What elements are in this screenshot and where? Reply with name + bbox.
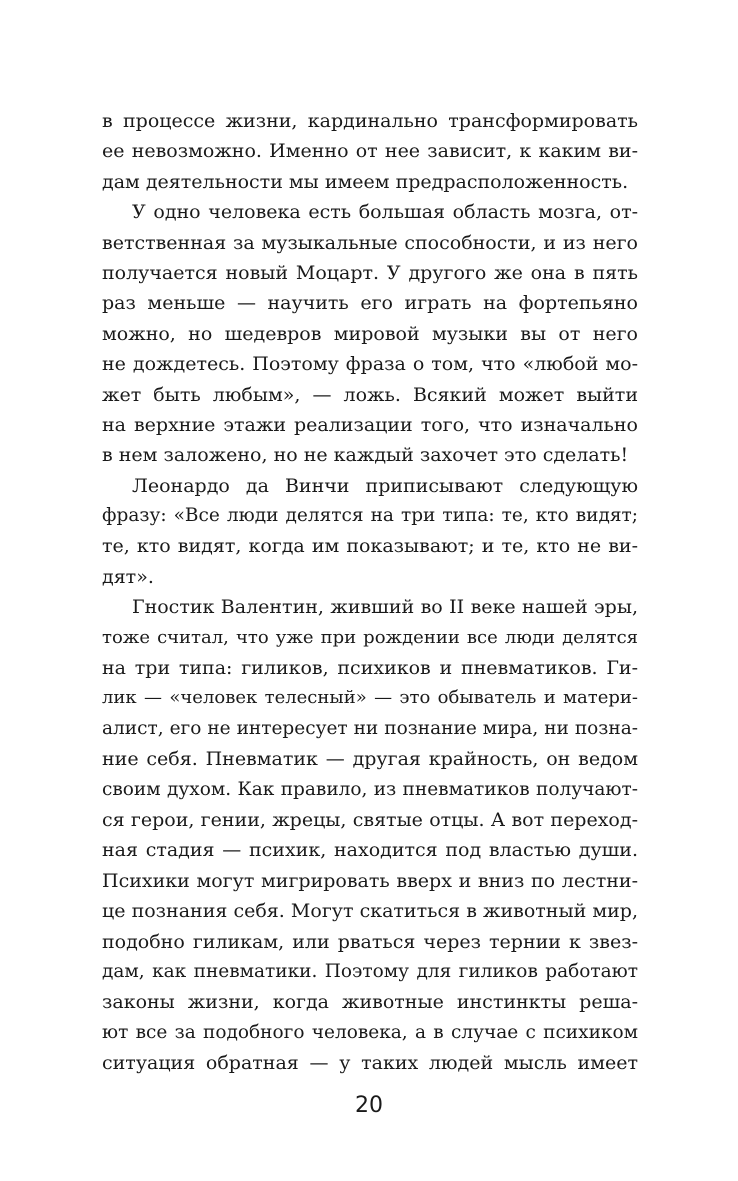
paragraph-first-line: Леонардо да Винчи приписывают следующую [132, 474, 638, 497]
text-line: алист, его не интересует ни познание мира, ни позна- [102, 717, 638, 739]
text-line: ют все за подобного человека, а в случае с психиком [102, 1021, 638, 1043]
text-line: ся герои, гении, жрецы, святые отцы. А вот переход- [102, 808, 638, 831]
text-line: дам деятельности мы имеем предрасположенность. [102, 170, 629, 193]
text-line: Психики могут мигрировать вверх и вниз по лестни- [102, 869, 638, 892]
text-line: не дождетесь. Поэтому фраза о том, что «любой мо- [102, 353, 638, 376]
text-line: можно, но шедевров мировой музыки вы от него [102, 322, 638, 345]
paragraph-first-line: У одно человека есть большая область мозга, от- [132, 201, 638, 224]
text-line: раз меньше — научить его играть на фортепьяно [102, 292, 638, 315]
text-line: жет быть любым», — ложь. Всякий может выйти [102, 383, 638, 406]
text-line: дят». [102, 565, 154, 588]
text-line: ная стадия — психик, находится под властью души. [102, 839, 638, 862]
text-line: це познания себя. Могут скатиться в животный мир, [102, 900, 638, 923]
page-number: 20 [355, 1093, 383, 1118]
text-line: те, кто видят, когда им показывают; и те, кто не ви- [102, 535, 638, 558]
text-line: ее невозможно. Именно от нее зависит, к каким ви- [102, 140, 638, 163]
paragraph-first-line: Гностик Валентин, живший во II веке нашей эры, [132, 596, 638, 619]
text-line: дам, как пневматики. Поэтому для гиликов работают [102, 960, 638, 982]
text-line: получается новый Моцарт. У другого же она в пять [102, 261, 638, 284]
body-text [102, 106, 638, 1079]
text-line: лик — «человек телесный» — это обыватель и матери- [102, 687, 638, 709]
text-line: законы жизни, когда животные инстинкты реша- [102, 991, 638, 1014]
text-line: ситуация обратная — у таких людей мысль имеет [102, 1052, 638, 1075]
text-line: фразу: «Все люди делятся на три типа: те, кто видят; [102, 505, 638, 527]
text-line: своим духом. Как правило, из пневматиков получают- [102, 778, 638, 800]
text-line: тоже считал, что уже при рождении все люди делятся [102, 626, 638, 648]
text-line: в нем заложено, но не каждый захочет это сделать! [102, 444, 629, 467]
text-line: на три типа: гиликов, психиков и пневматиков. Ги- [102, 657, 638, 680]
text-line: подобно гиликам, или рваться через тернии к звез- [102, 930, 638, 953]
text-line: ние себя. Пневматик — другая крайность, он ведом [102, 748, 638, 771]
text-line: на верхние этажи реализации того, что изначально [102, 413, 638, 436]
text-line: ветственная за музыкальные способности, и из него [102, 231, 638, 254]
text-line: в процессе жизни, кардинально трансформировать [102, 110, 638, 132]
